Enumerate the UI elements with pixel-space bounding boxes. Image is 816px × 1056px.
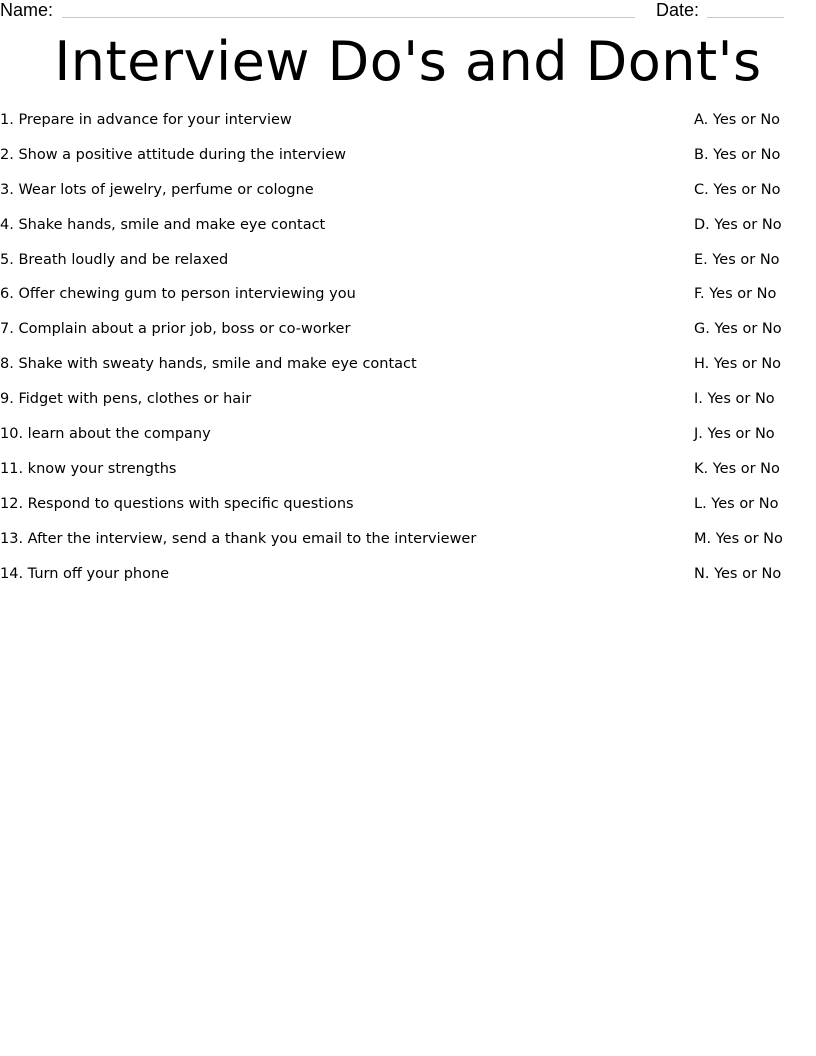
answer-option: B. Yes or No xyxy=(694,146,781,163)
question-row xyxy=(0,278,816,313)
question-text: 14. Turn off your phone xyxy=(0,565,170,582)
question-row xyxy=(0,453,816,488)
answer-option: A. Yes or No xyxy=(694,112,781,128)
question-text: 11. know your strengths xyxy=(0,460,177,477)
question-text: 3. Wear lots of jewelry, perfume or cologne xyxy=(0,181,314,198)
answer-option: I. Yes or No xyxy=(694,391,775,408)
answer-option: K. Yes or No xyxy=(694,460,780,477)
answer-option: D. Yes or No xyxy=(694,216,782,233)
name-label: Name: xyxy=(0,0,54,20)
answer-option: G. Yes or No xyxy=(694,321,782,338)
date-label: Date: xyxy=(656,0,700,20)
answer-option: C. Yes or No xyxy=(694,181,781,198)
answer-option: H. Yes or No xyxy=(694,356,782,373)
question-text: 9. Fidget with pens, clothes or hair xyxy=(0,391,252,408)
question-row xyxy=(0,139,816,174)
header-row xyxy=(0,0,816,24)
question-row xyxy=(0,313,816,348)
page-title: Interview Do's and Dont's xyxy=(54,30,762,93)
date-field-line[interactable] xyxy=(707,17,784,18)
answer-option: L. Yes or No xyxy=(694,495,779,512)
question-text: 7. Complain about a prior job, boss or co-worker xyxy=(0,321,351,338)
question-row xyxy=(0,488,816,523)
answer-option: N. Yes or No xyxy=(694,565,782,582)
question-text: 5. Breath loudly and be relaxed xyxy=(0,251,229,268)
question-row xyxy=(0,558,816,593)
question-row xyxy=(0,348,816,383)
question-text: 12. Respond to questions with specific questions xyxy=(0,495,354,512)
question-text: 6. Offer chewing gum to person interviewing you xyxy=(0,286,356,303)
question-text: 10. learn about the company xyxy=(0,426,211,443)
question-list xyxy=(0,104,816,592)
question-text: 8. Shake with sweaty hands, smile and make eye contact xyxy=(0,356,417,373)
answer-option: M. Yes or No xyxy=(694,530,783,547)
question-text: 2. Show a positive attitude during the interview xyxy=(0,146,347,163)
answer-option: E. Yes or No xyxy=(694,251,780,268)
question-row xyxy=(0,418,816,453)
name-field-line[interactable] xyxy=(62,17,635,18)
question-text: 1. Prepare in advance for your interview xyxy=(0,112,292,128)
answer-option: J. Yes or No xyxy=(694,426,775,443)
question-row xyxy=(0,174,816,209)
question-text: 4. Shake hands, smile and make eye contact xyxy=(0,216,326,233)
question-row xyxy=(0,104,816,139)
answer-option: F. Yes or No xyxy=(694,286,777,303)
question-row xyxy=(0,244,816,279)
question-row xyxy=(0,523,816,558)
question-row xyxy=(0,383,816,418)
question-row xyxy=(0,209,816,244)
question-text: 13. After the interview, send a thank you email to the interviewer xyxy=(0,530,477,547)
